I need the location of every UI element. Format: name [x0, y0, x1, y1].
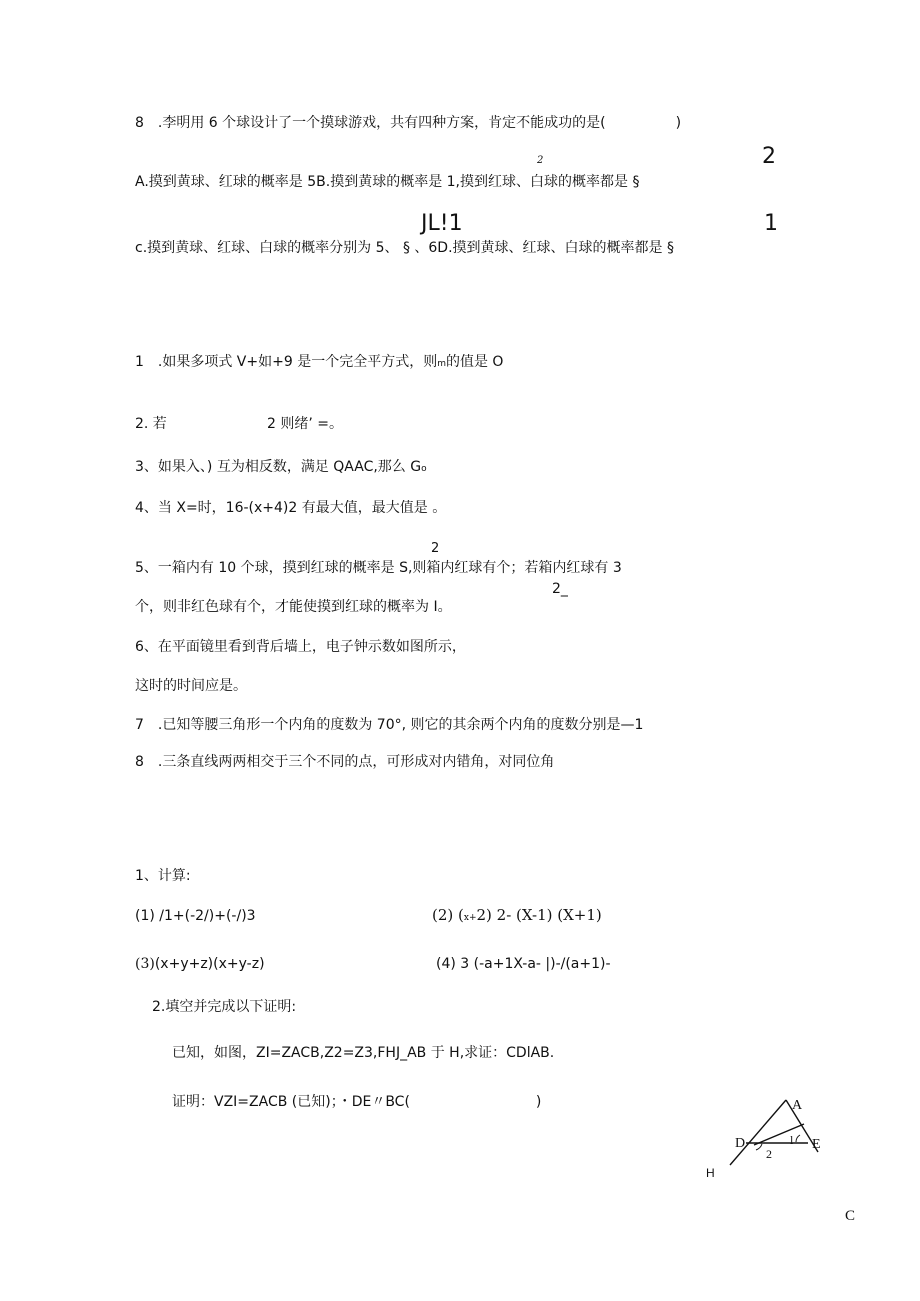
- fill-question-8: 8 .三条直线两两相交于三个不同的点，可形成对内错角，对同位角: [135, 754, 555, 770]
- angle-2-arc: [756, 1144, 762, 1150]
- fill-question-5b: 个，则非红色球有个，才能使摸到红球的概率为 I。: [135, 599, 452, 615]
- calc-p3-a: (3): [135, 956, 155, 972]
- calc-problem-4: (4) 3 (-a+1X-a- |)-/(a+1)-: [436, 956, 611, 972]
- fill-question-2a: 2. 若: [135, 416, 167, 432]
- fill-question-6b: 这时的时间应是。: [135, 678, 247, 694]
- fill-question-2b: 2 则绪’ =。: [267, 416, 343, 432]
- right-margin-2: 2: [762, 144, 776, 169]
- fill-q1-tail: 的值是 O: [445, 354, 504, 370]
- proof-step: 证明：VZI=ZACB (已知)；・DE〃BC( ): [172, 1094, 542, 1110]
- line-through-d-a: [730, 1100, 786, 1165]
- fill-q3-sub: o: [421, 464, 427, 474]
- calc-problem-1: (1) /1+(-2/)+(-/)3: [135, 908, 256, 924]
- calc-p3-b: (x+y+z)(x+y-z): [154, 956, 265, 972]
- calc-p2-x: x+: [463, 913, 477, 923]
- calc-heading: 1、计算:: [135, 868, 191, 884]
- label-e: E: [812, 1137, 821, 1152]
- fill-question-5: 5、一箱内有 10 个球，摸到红球的概率是 S,则箱内红球有个；若箱内红球有 3: [135, 560, 622, 576]
- label-a: A: [792, 1098, 803, 1113]
- garbled-jl: JL!1: [421, 211, 463, 236]
- geometry-diagram: [700, 1090, 850, 1190]
- options-a-b: A.摸到黄球、红球的概率是 5B.摸到黄球的概率是 1,摸到红球、白球的概率都是 §: [135, 174, 640, 190]
- proof-heading: 2.填空并完成以下证明:: [152, 999, 297, 1015]
- calc-problem-2: [432, 906, 602, 927]
- label-h: H: [706, 1166, 715, 1180]
- options-c-d: c.摸到黄球、红球、白球的概率分别为 5、 § 、6D.摸到黄球、红球、白球的概率都是 §: [135, 240, 674, 256]
- label-angle-1: l: [790, 1133, 794, 1147]
- fill-question-1: [135, 353, 503, 373]
- calc-p2-a: (2) (: [432, 906, 464, 924]
- calc-problem-3: [135, 955, 265, 973]
- mc-question-8: 8 .李明用 6 个球设计了一个摸球游戏，共有四种方案，肯定不能成功的是( ): [135, 115, 682, 131]
- proof-given: 已知，如图，ZI=ZACB,Z2=Z3,FHJ_AB 于 H,求证：CDlAB.: [172, 1045, 555, 1061]
- label-d: D: [735, 1136, 746, 1151]
- fill-question-6: 6、在平面镜里看到背后墙上，电子钟示数如图所示，: [135, 639, 466, 655]
- fill-question-3: [135, 458, 427, 478]
- superscript-2: 2: [537, 155, 544, 166]
- fill-q1-m: m: [437, 359, 446, 369]
- fill-question-7: 7 .已知等腰三角形一个内角的度数为 70°, 则它的其余两个内角的度数分别是—1: [135, 717, 644, 733]
- fill-q1-text: 1 .如果多项式 V+如+9 是一个完全平方式，则: [135, 354, 438, 370]
- label-c: C: [845, 1208, 856, 1224]
- calc-p2-b: 2) 2- (X-1) (X+1): [476, 906, 602, 924]
- label-angle-2: 2: [766, 1147, 772, 1161]
- fill-q5-superscript: 2: [431, 541, 440, 556]
- fill-q3-text: 3、如果入、) 互为相反数，满足 QAAC,那么 G: [135, 459, 422, 475]
- line-e-segment: [754, 1124, 804, 1145]
- right-margin-1: 1: [764, 211, 778, 236]
- fill-q5-fraction: 2_: [552, 581, 568, 597]
- fill-question-4: 4、当 X=时，16-(x+4)2 有最大值，最大值是 。: [135, 500, 447, 516]
- geometry-figure: [700, 1090, 850, 1190]
- angle-1-arc: [796, 1135, 800, 1142]
